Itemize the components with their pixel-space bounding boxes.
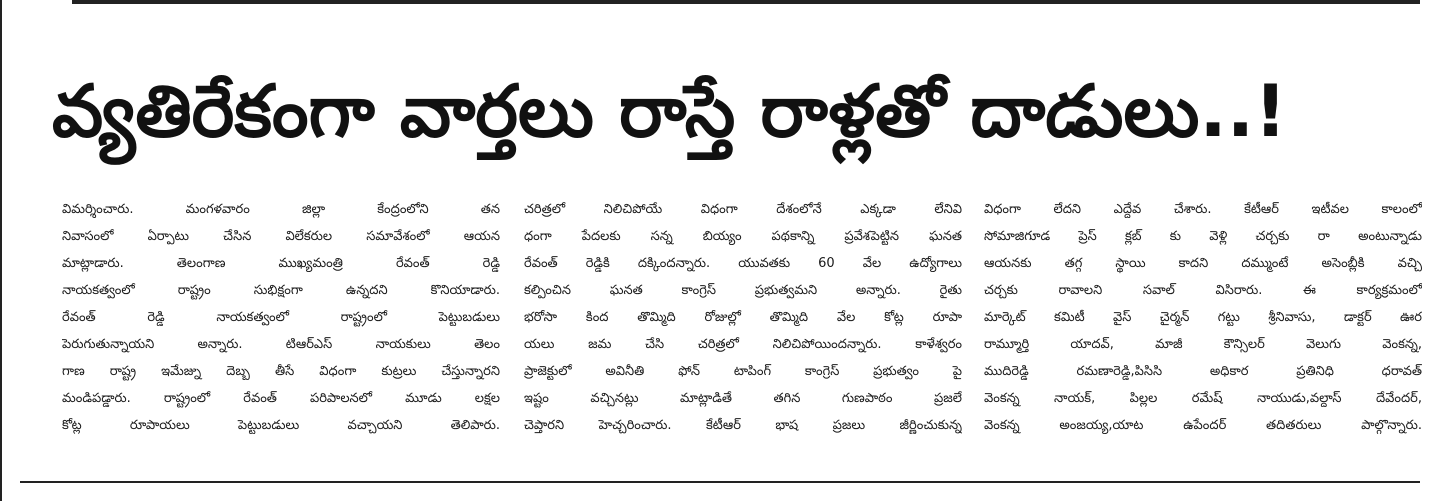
column-2-line: ప్రాజెక్టులో అవినీతి ఫోన్ టాపింగ్ కాంగ్రెస్ ప్రభుత్వం పై (524, 364, 962, 379)
column-1-line: పెరుగుతున్నాయని అన్నారు. టిఆర్ఎస్ నాయకులు తెలం (62, 337, 500, 352)
column-1-line: గాణ రాష్ట్ర ఇమేజ్ను దెబ్బ తీసే విధంగా కుట్రలు చేస్తున్నారని (62, 364, 500, 379)
column-1-line: కోట్ల రూపాయలు పెట్టుబడులు వచ్చాయని తెలిపారు. (62, 418, 500, 433)
column-2-line: రేవంత్ రెడ్డికి దక్కిందన్నారు. యువతకు 60 వేల ఉద్యోగాలు (524, 256, 962, 271)
column-2-line: కల్పించిన ఘనత కాంగ్రెస్ ప్రభుత్వమని అన్నారు. రైతు (524, 283, 962, 298)
column-3-line: రామ్మూర్తి యాదవ్, మాజీ కౌన్సిలర్ వెలుగు వెంకన్న, (984, 337, 1422, 352)
column-2-line: యలు జమ చేసి చరిత్రలో నిలిచిపోయిందన్నారు. కాళేశ్వరం (524, 337, 962, 352)
column-1-line: విమర్శించారు. మంగళవారం జిల్లా కేంద్రంలోని తన (62, 202, 500, 217)
column-3-line: వెంకన్న అంజయ్య,యాట ఉపేందర్ తదితరులు పాల్గొన్నారు. (984, 418, 1422, 433)
column-3-line: ముదిరెడ్డి రమణారెడ్డి,పిసిసి అధికార ప్రతినిధి ధరావత్ (984, 364, 1422, 379)
column-1-line: మాట్లాడారు. తెలంగాణ ముఖ్యమంత్రి రేవంత్ రెడ్డి (62, 256, 500, 271)
column-3-line: విధంగా లేదని ఎద్దేవ చేశారు. కేటీఆర్ ఇటీవల కాలంలో (984, 202, 1422, 217)
top-rule (72, 0, 1420, 4)
column-1-line: నివాసంలో ఏర్పాటు చేసిన విలేకరుల సమావేశంలో ఆయన (62, 229, 500, 244)
column-2-line: చెప్తారని హెచ్చరించారు. కేటీఆర్ భాష ప్రజలు జీర్ణించుకున్న (524, 418, 962, 433)
column-3-line: ఆయనకు తగ్గ స్థాయి కాదని దమ్ముంటే అసెంబ్లీకి వచ్చి (984, 256, 1422, 271)
bottom-rule (20, 481, 1420, 483)
column-3-line: మార్కెట్ కమిటీ వైస్ చైర్మన్ గట్టు శ్రీనివాసు, డాక్టర్ ఊర (984, 310, 1422, 325)
column-2 (524, 196, 962, 466)
column-3-line: వెంకన్న నాయక్, పిల్లల రమేష్ నాయుడు,వల్దాస్ దేవేందర్, (984, 391, 1422, 406)
column-1-line: మండిపడ్డారు. రాష్ట్రంలో రేవంత్ పరిపాలనలో మూడు లక్షల (62, 391, 500, 406)
column-1 (62, 196, 500, 466)
article-body (62, 196, 1422, 466)
column-2-line: భరోసా కింద తొమ్మిది రోజుల్లో తొమ్మిది వేల కోట్ల రూపా (524, 310, 962, 325)
left-border-rule (0, 0, 2, 501)
column-2-line: ఇష్టం వచ్చినట్లు మాట్లాడితే తగిన గుణపాఠం ప్రజలే (524, 391, 962, 406)
column-3-line: సోమాజిగూడ ప్రెస్ క్లబ్ కు వెళ్లి చర్చకు రా అంటున్నాడు (984, 229, 1422, 244)
column-3-line: చర్చకు రావాలని సవాల్ విసిరారు. ఈ కార్యక్రమంలో (984, 283, 1422, 298)
article-headline: వ్యతిరేకంగా వార్తలు రాస్తే రాళ్లతో దాడులు..! (52, 69, 1287, 153)
column-3 (984, 196, 1422, 466)
column-1-line: నాయకత్వంలో రాష్ట్రం సుభిక్షంగా ఉన్నదని కొనియాడారు. (62, 283, 500, 298)
column-1-line: రేవంత్ రెడ్డి నాయకత్వంలో రాష్ట్రంలో పెట్టుబడులు (62, 310, 500, 325)
column-2-line: చరిత్రలో నిలిచిపోయే విధంగా దేశంలోనే ఎక్కడా లేనివి (524, 202, 962, 217)
column-2-line: ధంగా పేదలకు సన్న బియ్యం పథకాన్ని ప్రవేశపెట్టిన ఘనత (524, 229, 962, 244)
